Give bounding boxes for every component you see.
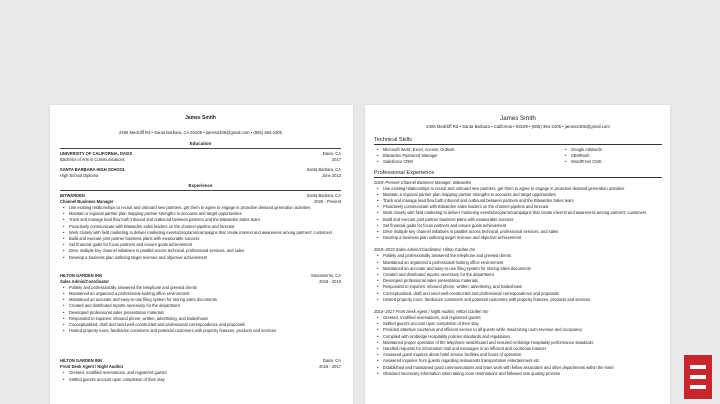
- brand-logo-icon[interactable]: [684, 355, 712, 399]
- job-title: Front Desk Agent / Night Auditor: [60, 364, 124, 370]
- education-entry: [60, 167, 341, 179]
- job-entry: [374, 180, 662, 242]
- logo-bar: [690, 375, 706, 379]
- job-bullets: [374, 315, 662, 377]
- bullet-item: • Use existing relationships to recruit and onboard new partners, get them to agree to engage in proactive demand generation activities: [69, 205, 341, 211]
- bullet-item: • Conceptualized, draft and send well-constructed and professional correspondence and proposals: [383, 291, 662, 297]
- bullet-item: • Track and manage lead flow both inbound and outbound between partners and the Bitwarden Sales team: [69, 217, 341, 223]
- bullet-item: • Greeted, modified reservations, and registered guests: [383, 315, 662, 321]
- school-name: SANTA BARBARA HIGH SCHOOL: [60, 167, 126, 172]
- job-title: Channel Business Manager: [60, 199, 114, 204]
- bullet-item: • Created and distributed reports necessary for the department: [69, 303, 341, 309]
- divider: [374, 177, 662, 178]
- job-role: 2018–2019 Sales Admin/Coordinator, Hilton Garden Inn: [374, 247, 476, 253]
- grad-year: June 2012: [321, 173, 341, 178]
- skill-item: • Google AdWords: [571, 147, 662, 153]
- divider: [60, 148, 341, 149]
- bullet-item: • Established and maintained good communications and team work with fellow associates and other departments within the hotel: [383, 365, 662, 371]
- resume-contact: 2405 Medcliff Rd • Santa Barbara • California • 93109 • (805) 364-2405 • james2405@gmail.com: [426, 124, 610, 129]
- degree: Bachelor of Arts in Communications: [60, 157, 125, 162]
- logo-bar: [690, 365, 706, 369]
- bullet-item: • Track and manage lead flow both inbound and outbound between partners and the Bitwarden Sales team: [383, 198, 662, 204]
- bullet-item: • Set financial goals for focus partners and ensure goals achievement: [69, 242, 341, 248]
- resume-name: James Smith: [500, 115, 536, 122]
- job-bullets: [60, 370, 341, 382]
- skills-list: [374, 147, 662, 166]
- bullet-item: • Hosted property tours, familiarize customers and potential customers with property features, products and services: [69, 328, 341, 334]
- school-name: UNIVERSITY OF CALIFORNIA, DAVIS: [60, 151, 133, 156]
- bullet-item: • Develop a business plan outlining target revenue and objective achievement: [69, 255, 341, 261]
- bullet-item: • Politely and professionally answered the telephone and greeted clients: [69, 285, 341, 291]
- skill-item: • Bitwarden Password Manager: [383, 153, 562, 159]
- bullet-item: • Maintained an accurate and easy-to-use filing system for storing sales documents: [383, 266, 662, 272]
- bullet-item: • Settled guest's account upon completion of their stay: [69, 377, 341, 383]
- bullet-item: • Build and execute joint partner business plans with measurable success: [69, 236, 341, 242]
- bullet-item: • Work closely with field marketing to deliver marketing events/programs/campaigns that create interest and awareness among partners' customers: [383, 210, 662, 216]
- logo-bar: [690, 385, 706, 389]
- bullet-item: • Proactively communicate with Bitwarden sales leaders on the channel pipeline and forecast: [69, 224, 341, 230]
- experience-heading: Experience: [188, 183, 213, 188]
- experience-heading: Professional Experience: [374, 169, 435, 176]
- bullet-item: • Responded to inquiries: inbound phone, written, advertising, and tradeshows: [383, 284, 662, 290]
- skill-item: • SEMRush: [571, 153, 662, 159]
- bullet-item: • Conceptualized, draft and send well-constructed and professional correspondence and proposals: [69, 322, 341, 328]
- job-entry: [60, 193, 341, 261]
- bullet-item: • Maintained proper operation of the telephone switchboard and ensured Ambridge Hospitality performance standards: [383, 340, 662, 346]
- bullet-item: • Use existing relationships to recruit and onboard new partners, get them to agree to engage in proactive demand generation activities: [383, 186, 662, 192]
- bullet-item: • Develop a business plan outlining target revenue and objective achievement: [383, 235, 662, 241]
- bullet-item: • Maintained an organized a professional-looking office environment: [383, 260, 662, 266]
- job-location: Davis, CA: [322, 358, 341, 364]
- education-heading: Education: [189, 141, 212, 146]
- bullet-item: • Politely and professionally answered the telephone and greeted clients: [383, 253, 662, 259]
- job-dates: 2020 - Present: [314, 199, 341, 204]
- divider: [374, 144, 662, 145]
- job-location: Sacramento, CA: [310, 272, 341, 278]
- bullet-item: • Provided attentive courteous and efficient service to all guests while maximizing room revenue and occupancy: [383, 327, 662, 333]
- job-role: 2016–2017 Front Desk Agent / Night Auditor, Hilton Garden Inn: [374, 309, 489, 315]
- skill-item: • Microsoft Word, Excel, Access, Outlook: [383, 147, 562, 153]
- bullet-item: • Complied with Ambridge Hospitality policies standards and regulations: [383, 334, 662, 340]
- education-entry: [60, 151, 341, 163]
- bullet-item: • Build and execute joint partner business plans with measurable success: [383, 217, 662, 223]
- bullet-item: • Greeted, modified reservations, and registered guests: [69, 370, 341, 376]
- job-location: Santa Barbara, CA: [306, 193, 341, 198]
- job-bullets: [374, 253, 662, 303]
- bullet-item: • Developed professional sales presentation materials: [383, 278, 662, 284]
- job-entry: [60, 358, 341, 382]
- company-name: BITWARDEN: [60, 193, 85, 198]
- school-location: Davis, CA: [322, 151, 341, 156]
- bullet-item: • Maintained an organized a professional-looking office environment: [69, 291, 341, 297]
- job-dates: 2016 - 2017: [319, 364, 341, 370]
- resume-contact: 2405 Medcliff Rd • Santa Barbara, CA 93109 • james2405@gmail.com • (805) 364-2405: [119, 130, 282, 135]
- bullet-item: • Answered guest inquires about hotel service facilities and hours of operation: [383, 352, 662, 358]
- bullet-item: • Proactively communicate with Bitwarden sales leaders on the channel pipeline and forecast: [383, 204, 662, 210]
- skills-heading: Technical Skills: [374, 137, 412, 143]
- company-name: HILTON GARDEN INN: [60, 358, 102, 364]
- bullet-item: • Settled guest's account upon completion of their stay: [383, 321, 662, 327]
- job-entry: [374, 309, 662, 377]
- bullet-item: • Responded to inquiries: inbound phone, written, advertising, and tradeshows: [69, 316, 341, 322]
- bullet-item: • Answered inquiries from guests regarding restaurants transportation entertainment etc.: [383, 358, 662, 364]
- resume-page-left: [50, 105, 353, 404]
- degree: High School Diploma: [60, 173, 99, 178]
- job-title: Sales Admin/Coordinator: [60, 278, 109, 284]
- bullet-item: • Set financial goals for focus partners and ensure goals achievement: [383, 223, 662, 229]
- bullet-item: • Hosted property tours, familiarize customers and potential customers with property features, products and services: [383, 297, 662, 303]
- bullet-item: • Created and distributed reports necessary for the department: [383, 272, 662, 278]
- job-bullets: [374, 186, 662, 242]
- bullet-item: • Handled requests for information mail and messages in an efficient and courteous manner: [383, 346, 662, 352]
- bullet-item: • Drive multiple key channel initiatives in parallel across technical, professional services, and sales: [383, 229, 662, 235]
- resume-name: James Smith: [185, 115, 216, 121]
- bullet-item: • Work closely with field marketing to deliver marketing events/programs/campaigns that create interest and awareness among partners' customers: [69, 230, 341, 236]
- divider: [60, 190, 341, 191]
- grad-year: 2017: [331, 157, 341, 162]
- bullet-item: • Maintain a regional partner plan mapping partner strengths to accounts and target opportunities: [383, 192, 662, 198]
- job-entry: [60, 273, 341, 335]
- job-bullets: [60, 205, 341, 261]
- bullet-item: • Maintain a regional partner plan mapping partner strengths to accounts and target opportunities: [69, 211, 341, 217]
- bullet-item: • Obtained necessary information when taking room reservations and followed rate quoting process: [383, 371, 662, 377]
- company-name: HILTON GARDEN INN: [60, 272, 102, 278]
- skill-item: • Salesforce CRM: [383, 159, 562, 165]
- skill-item: • WordPress CMS: [571, 159, 662, 165]
- school-location: Santa Barbara, CA: [306, 167, 341, 172]
- bullet-item: • Developed professional sales presentation materials: [69, 310, 341, 316]
- bullet-item: • Maintained an accurate and easy-to-use filing system for storing sales documents: [69, 297, 341, 303]
- resume-page-right: [365, 105, 670, 404]
- bullet-item: • Drive multiple key channel initiatives in parallel across technical, professional services, and sales: [69, 248, 341, 254]
- job-role: 2020–Present Channel Business Manager, Bitwarden: [374, 179, 472, 185]
- job-entry: [374, 247, 662, 303]
- job-bullets: [60, 285, 341, 335]
- job-dates: 2018 - 2019: [319, 278, 341, 284]
